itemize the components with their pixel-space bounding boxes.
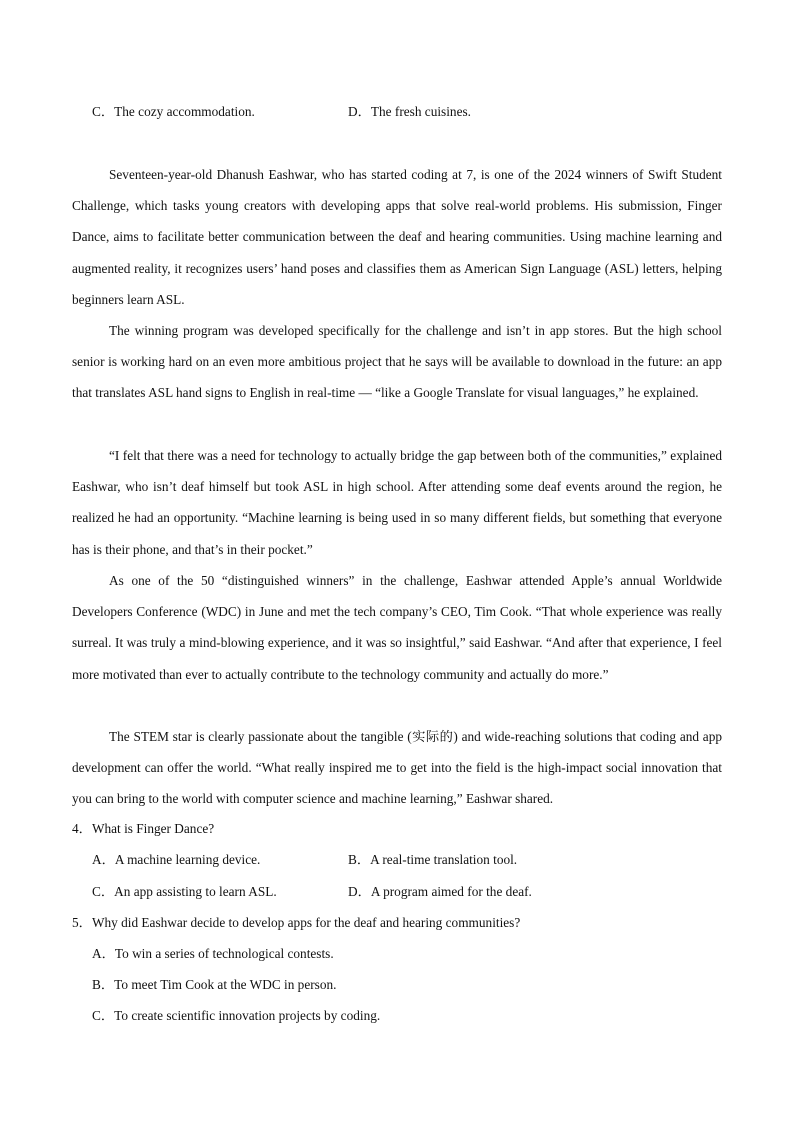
passage-paragraph-5: The STEM star is clearly passionate about the tangible (实际的) and wide-reaching solutions that coding and app development can offer the world. “What really inspired me to get into the field is the high-impact social innovation that you can bring to the world with computer science and machine learning,” Eashwar shared. — [72, 729, 722, 807]
question-4-stem: 4．What is Finger Dance? — [72, 821, 215, 836]
passage-paragraph-1: Seventeen-year-old Dhanush Eashwar, who has started coding at 7, is one of the 2024 winners of Swift Student Challenge, which tasks young creators with developing apps that solve real-world problems. His submission, Finger Dance, aims to facilitate better communication between the deaf and hearing communities. Using machine learning and augmented reality, it recognizes users’ hand poses and classifies them as American Sign Language (ASL) letters, helping beginners learn ASL. — [72, 167, 722, 307]
question-4-option-b: B．A real-time translation tool. — [348, 852, 518, 867]
question-5-stem: 5．Why did Eashwar decide to develop apps for the deaf and hearing communities? — [72, 915, 521, 930]
question-4-option-d: D．A program aimed for the deaf. — [348, 884, 532, 899]
passage-paragraph-3: “I felt that there was a need for technology to actually bridge the gap between both of the communities,” explained Eashwar, who isn’t deaf himself but took ASL in high school. After attending some deaf events around the region, he realized he had an opportunity. “Machine learning is being used in so many different fields, but something that everyone has is their phone, and that’s in their pocket.” — [72, 448, 722, 557]
prev-option-c: C．The cozy accommodation. — [92, 104, 255, 119]
question-4-option-a: A．A machine learning device. — [92, 852, 261, 867]
prev-option-d: D．The fresh cuisines. — [348, 104, 471, 119]
question-5-option-b: B．To meet Tim Cook at the WDC in person. — [92, 977, 337, 992]
question-5-option-c: C．To create scientific innovation projects by coding. — [92, 1008, 381, 1023]
question-4-option-c: C．An app assisting to learn ASL. — [92, 884, 277, 899]
passage-paragraph-2: The winning program was developed specifically for the challenge and isn’t in app stores. But the high school senior is working hard on an even more ambitious project that he says will be available to download in the future: an app that translates ASL hand signs to English in real-time — “like a Google Translate for visual languages,” he explained. — [72, 323, 722, 401]
question-5-option-a: A．To win a series of technological contests. — [92, 946, 334, 961]
passage-paragraph-4: As one of the 50 “distinguished winners” in the challenge, Eashwar attended Apple’s annual Worldwide Developers Conference (WDC) in June and met the tech company’s CEO, Tim Cook. “That whole experience was really surreal. It was truly a mind-blowing experience, and it was so insightful,” said Eashwar. “And after that experience, I feel more motivated than ever to actually contribute to the technology community and actually do more.” — [72, 573, 722, 682]
